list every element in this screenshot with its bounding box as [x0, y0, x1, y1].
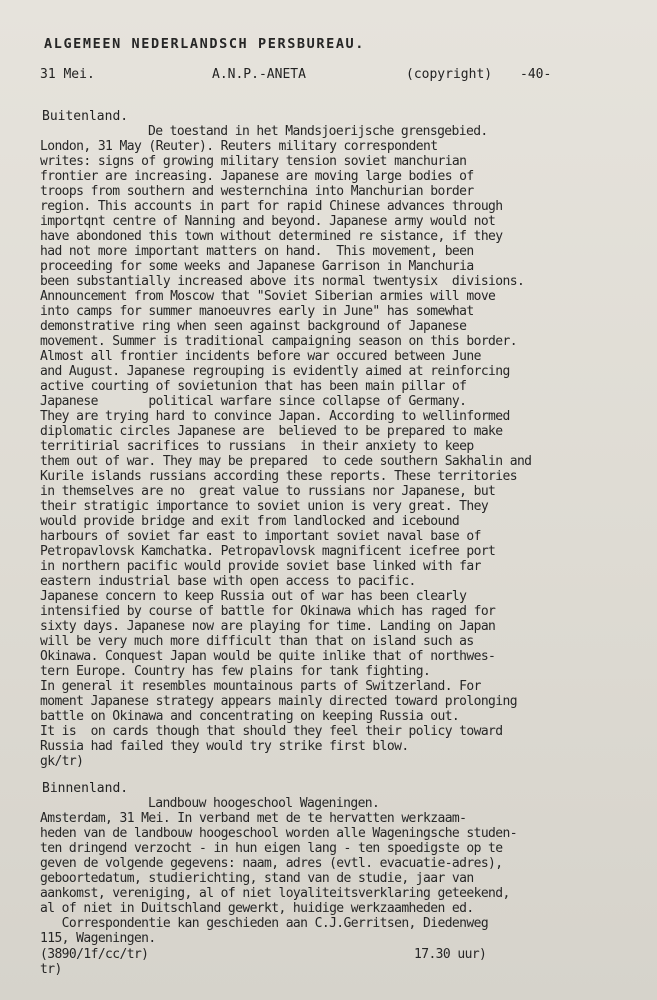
- domestic-line-7: Correspondentie kan geschieden aan C.J.Gerritsen, Diedenweg: [40, 916, 489, 931]
- domestic-line-1: heden van de landbouw hoogeschool worden alle Wageningsche studen-: [40, 826, 517, 841]
- foreign-line-25: would provide bridge and exit from landlocked and icebound: [40, 514, 460, 529]
- foreign-line-23: in themselves are no great value to russians nor Japanese, but: [40, 484, 496, 499]
- domestic-line-2: ten dringend verzocht - in hun eigen lang - ten spoedigste op te: [40, 841, 503, 856]
- foreign-line-17: Japanese political warfare since collapse of Germany.: [40, 394, 467, 409]
- document-page-number: -40-: [520, 67, 552, 82]
- foreign-line-2: frontier are increasing. Japanese are moving large bodies of: [40, 169, 474, 184]
- footer-code: (3890/1f/cc/tr): [40, 947, 149, 962]
- section-title-foreign: De toestand in het Mandsjoerijsche grensgebied.: [148, 124, 488, 139]
- foreign-line-16: active courting of sovietunion that has been main pillar of: [40, 379, 467, 394]
- section-title-domestic: Landbouw hoogeschool Wageningen.: [148, 796, 380, 811]
- foreign-line-37: moment Japanese strategy appears mainly directed toward prolonging: [40, 694, 517, 709]
- document-copyright: (copyright): [406, 67, 493, 82]
- domestic-line-6: al of niet in Duitschland gewerkt, huidige werkzaamheden ed.: [40, 901, 474, 916]
- domestic-line-3: geven de volgende gegevens: naam, adres (evtl. evacuatie-adres),: [40, 856, 503, 871]
- foreign-line-27: Petropavlovsk Kamchatka. Petropavlovsk magnificent icefree port: [40, 544, 496, 559]
- foreign-line-7: had not more important matters on hand. This movement, been: [40, 244, 474, 259]
- foreign-line-33: will be very much more difficult than that on island such as: [40, 634, 474, 649]
- foreign-line-3: troops from southern and westernchina into Manchurian border: [40, 184, 474, 199]
- foreign-line-34: Okinawa. Conquest Japan would be quite inlike that of northwes-: [40, 649, 496, 664]
- foreign-line-8: proceeding for some weeks and Japanese Garrison in Manchuria: [40, 259, 474, 274]
- footer-time: 17.30 uur): [414, 947, 487, 962]
- foreign-line-22: Kurile islands russians according these reports. These territories: [40, 469, 517, 484]
- foreign-line-41: gk/tr): [40, 754, 84, 769]
- foreign-line-18: They are trying hard to convince Japan. According to wellinformed: [40, 409, 510, 424]
- section-heading-foreign: Buitenland.: [42, 109, 129, 124]
- document-date: 31 Mei.: [40, 67, 95, 82]
- foreign-line-24: their stratigic importance to soviet union is very great. They: [40, 499, 489, 514]
- agency-header: ALGEMEEN NEDERLANDSCH PERSBUREAU.: [44, 36, 366, 52]
- foreign-line-26: harbours of soviet far east to important soviet naval base of: [40, 529, 481, 544]
- foreign-line-38: battle on Okinawa and concentrating on keeping Russia out.: [40, 709, 460, 724]
- foreign-line-35: tern Europe. Country has few plains for tank fighting.: [40, 664, 431, 679]
- foreign-line-40: Russia had failed they would try strike first blow.: [40, 739, 409, 754]
- foreign-line-9: been substantially increased above its normal twentysix divisions.: [40, 274, 525, 289]
- foreign-line-10: Announcement from Moscow that "Soviet Siberian armies will move: [40, 289, 496, 304]
- foreign-line-11: into camps for summer manoeuvres early in June" has somewhat: [40, 304, 474, 319]
- foreign-line-32: sixty days. Japanese now are playing for time. Landing on Japan: [40, 619, 496, 634]
- foreign-line-30: Japanese concern to keep Russia out of war has been clearly: [40, 589, 467, 604]
- foreign-line-0: London, 31 May (Reuter). Reuters military correspondent: [40, 139, 438, 154]
- foreign-line-14: Almost all frontier incidents before war occured between June: [40, 349, 481, 364]
- foreign-line-19: diplomatic circles Japanese are believed to be prepared to make: [40, 424, 503, 439]
- domestic-line-5: aankomst, vereniging, al of niet loyaliteitsverklaring geteekend,: [40, 886, 510, 901]
- foreign-line-20: territirial sacrifices to russians in their anxiety to keep: [40, 439, 474, 454]
- foreign-line-29: eastern industrial base with open access to pacific.: [40, 574, 416, 589]
- foreign-line-39: It is on cards though that should they feel their policy toward: [40, 724, 503, 739]
- foreign-line-28: in northern pacific would provide soviet base linked with far: [40, 559, 481, 574]
- foreign-line-5: importqnt centre of Nanning and beyond. Japanese army would not: [40, 214, 496, 229]
- foreign-line-4: region. This accounts in part for rapid Chinese advances through: [40, 199, 503, 214]
- domestic-line-0: Amsterdam, 31 Mei. In verband met de te hervatten werkzaam-: [40, 811, 467, 826]
- section-heading-domestic: Binnenland.: [42, 781, 129, 796]
- domestic-line-4: geboortedatum, studierichting, stand van de studie, jaar van: [40, 871, 474, 886]
- document-agency: A.N.P.-ANETA: [212, 67, 306, 82]
- foreign-line-31: intensified by course of battle for Okinawa which has raged for: [40, 604, 496, 619]
- foreign-line-21: them out of war. They may be prepared to cede southern Sakhalin and: [40, 454, 532, 469]
- foreign-line-15: and August. Japanese regrouping is evidently aimed at reinforcing: [40, 364, 510, 379]
- domestic-line-8: 115, Wageningen.: [40, 931, 156, 946]
- foreign-line-12: demonstrative ring when seen against background of Japanese: [40, 319, 467, 334]
- footer-closing: tr): [40, 962, 62, 977]
- foreign-line-6: have abondoned this town without determined re sistance, if they: [40, 229, 503, 244]
- foreign-line-1: writes: signs of growing military tension soviet manchurian: [40, 154, 467, 169]
- foreign-line-13: movement. Summer is traditional campaigning season on this border.: [40, 334, 517, 349]
- foreign-line-36: In general it resembles mountainous parts of Switzerland. For: [40, 679, 481, 694]
